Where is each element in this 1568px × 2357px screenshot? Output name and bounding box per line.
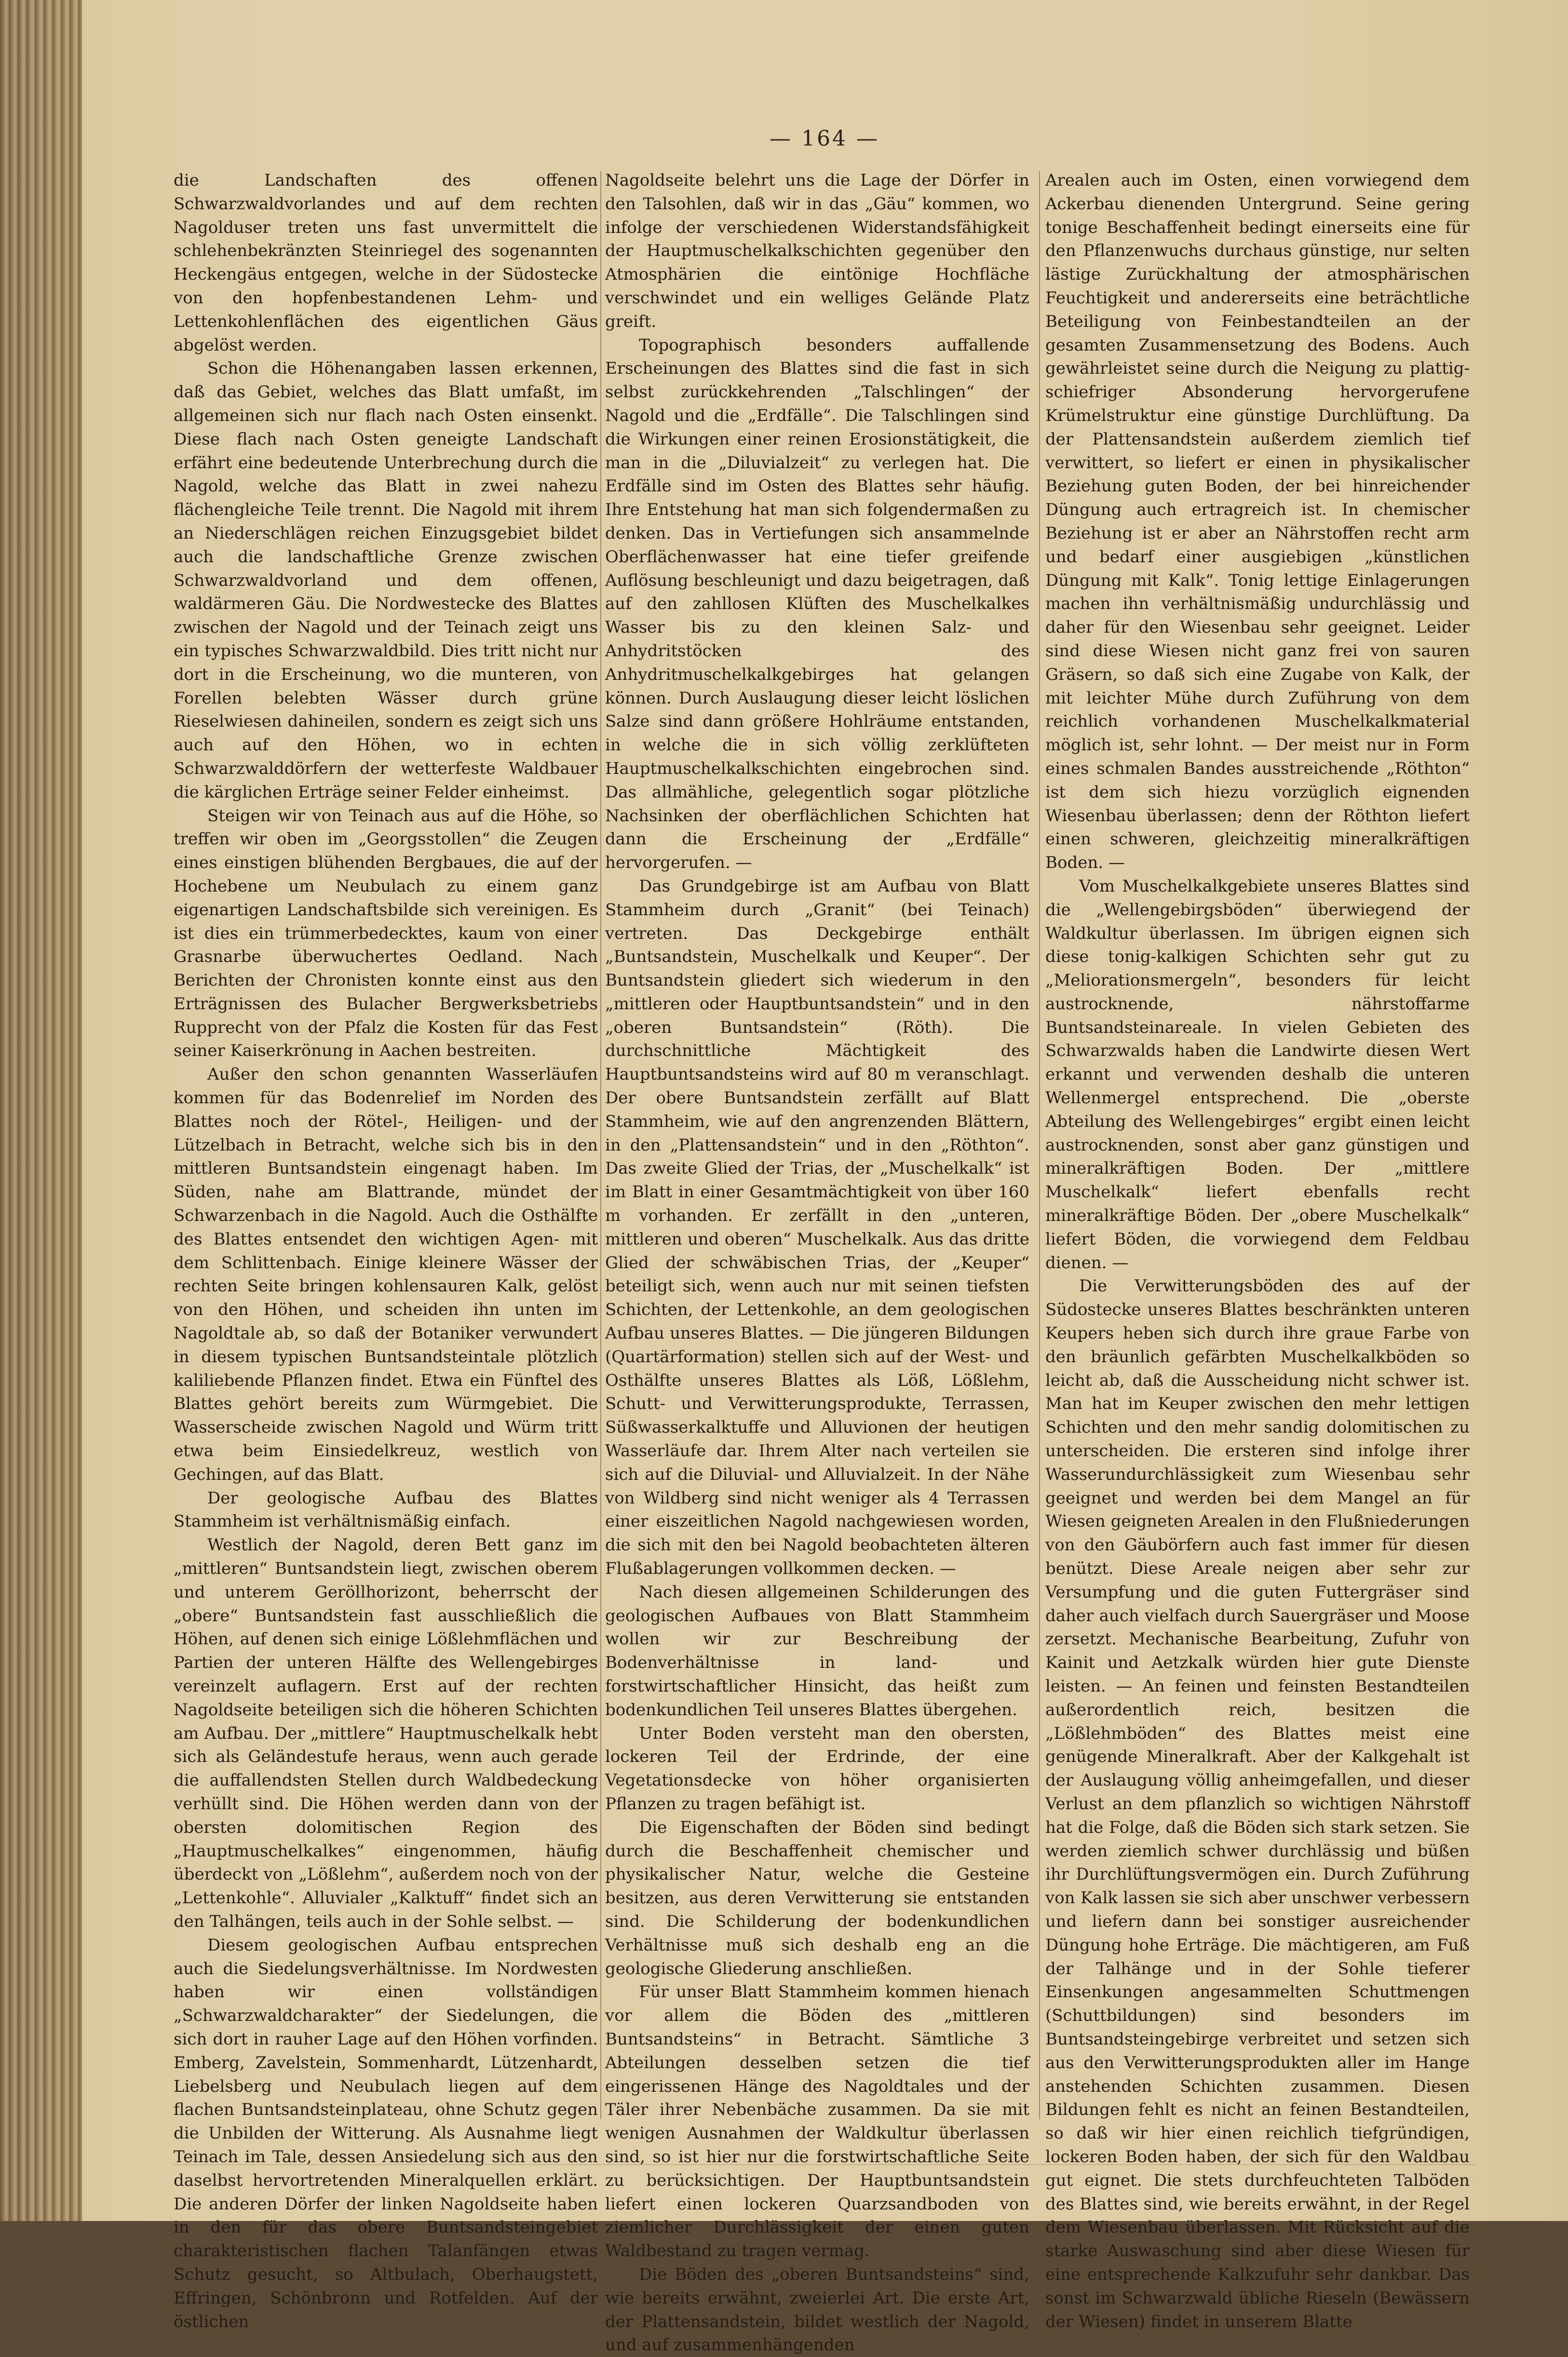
paragraph: Die Eigenschaften der Böden sind bedingt durch die Beschaffenheit chemischer und physikalischer Natur, welche die Gesteine besitzen, aus deren Verwitterung sie entstanden sind. Die Schilderung der bodenkundlichen Verhältnisse muß sich deshalb eng an die geologische Gliederung anschließen. bbox=[605, 1817, 1029, 1978]
text-column-right bbox=[1045, 169, 1470, 2331]
page-number: — 164 — bbox=[770, 126, 879, 151]
paragraph: Diesem geologischen Aufbau entsprechen auch die Siedelungsverhältnisse. Im Nordwesten haben wir einen vollständigen „Schwarzwaldcharakter“ der Siedelungen, die sich dort in rauher Lage auf den Höhen vorfinden. Emberg, Zavelstein, Sommenhardt, Lützenhardt, Liebelsberg und Neubulach liegen auf dem flachen Buntsandsteinplateau, ohne Schutz gegen die Unbilden der Witterung. Als Ausnahme liegt Teinach im Tale, dessen Ansiedelung sich aus den daselbst hervortretenden Mineralquellen erklärt. Die anderen Dörfer der linken Nagoldseite haben in den für das obere Buntsandsteingebiet charakteristischen flachen Talanfängen etwas Schutz gesucht, so Altbulach, Oberhaugstett, Effringen, Schönbronn und Rotfelden. Auf der östlichen bbox=[174, 1935, 598, 2331]
paragraph: Außer den schon genannten Wasserläufen kommen für das Bodenrelief im Norden des Blattes noch der Rötel-, Heiligen- und der Lützelbach in Betracht, welche sich bis in den mittleren Buntsandstein eingenagt haben. Im Süden, nahe am Blattrande, mündet der Schwarzenbach in die Nagold. Auch die Osthälfte des Blattes entsendet den wichtigen Agen- mit dem Schlittenbach. Einige kleinere Wässer der rechten Seite bringen kohlensauren Kalk, gelöst von den Höhen, und scheiden ihn unten im Nagoldtale ab, so daß der Botaniker verwundert in diesem typischen Buntsandsteintale plötzlich kaliliebende Pflanzen findet. Etwa ein Fünftel des Blattes gehört bereits zum Würmgebiet. Die Wasserscheide zwischen Nagold und Würm tritt etwa beim Einsiedelkreuz, westlich von Gechingen, auf das Blatt. bbox=[174, 1065, 598, 1484]
paragraph: Topographisch besonders auffallende Erscheinungen des Blattes sind die fast in sich selbst zurückkehrenden „Talschlingen“ der Nagold und die „Erdfälle“. Die Talschlingen sind die Wirkungen einer reinen Erosionstätigkeit, die man in die „Diluvialzeit“ zu verlegen hat. Die Erdfälle sind im Osten des Blattes sehr häufig. Ihre Entstehung hat man sich folgendermaßen zu denken. Das in Vertiefungen sich ansammelnde Oberflächenwasser hat eine tiefer greifende Auflösung beschleunigt und dazu beigetragen, daß auf den zahllosen Klüften des Muschelkalkes Wasser bis zu den kleinen Salz- und Anhydritstöcken des Anhydritmuschelkalkgebirges hat gelangen können. Durch Auslaugung dieser leicht löslichen Salze sind dann größere Hohlräume entstanden, in welche die in sich völlig zerklüfteten Hauptmuschelkalkschichten eingebrochen sind. Das allmähliche, gelegentlich sogar plötzliche Nachsinken der oberflächlichen Schichten hat dann die Erscheinung der „Erdfälle“ hervorgerufen. — bbox=[605, 335, 1029, 873]
text-column-middle bbox=[605, 169, 1029, 2355]
paragraph: Vom Muschelkalkgebiete unseres Blattes sind die „Wellengebirgsböden“ überwiegend der Waldkultur überlassen. Im übrigen eignen sich diese tonig-kalkigen Schichten sehr gut zu „Meliorationsmergeln“, besonders für leicht austrocknende, nährstoffarme Buntsandsteinareale. In vielen Gebieten des Schwarzwalds haben die Landwirte diesen Wert erkannt und verwenden deshalb die unteren Wellenmergel entsprechend. Die „oberste Abteilung des Wellengebirges“ ergibt einen leicht austrocknenden, sonst aber ganz günstigen und mineralkräftigen Boden. Der „mittlere Muschelkalk“ liefert ebenfalls recht mineralkräftige Böden. Der „obere Muschelkalk“ liefert Böden, die vorwiegend dem Feldbau dienen. — bbox=[1045, 876, 1470, 1273]
paragraph: Schon die Höhenangaben lassen erkennen, daß das Gebiet, welches das Blatt umfaßt, im allgemeinen sich nur flach nach Osten einsenkt. Diese flach nach Osten geneigte Landschaft erfährt eine bedeutende Unterbrechung durch die Nagold, welche das Blatt in zwei nahezu flächengleiche Teile trennt. Die Nagold mit ihrem an Niederschlägen reichen Einzugsgebiet bildet auch die landschaftliche Grenze zwischen Schwarzwaldvorland und dem offenen, waldärmeren Gäu. Die Nordwestecke des Blattes zwischen der Nagold und der Teinach zeigt uns ein typisches Schwarzwaldbild. Dies tritt nicht nur dort in die Erscheinung, wo die munteren, von Forellen belebten Wässer durch grüne Rieselwiesen dahineilen, sondern es zeigt sich uns auch auf den Höhen, wo in echten Schwarzwalddörfern der wetterfeste Waldbauer die kärglichen Erträge seiner Felder einheimst. bbox=[174, 359, 598, 802]
paragraph: Steigen wir von Teinach aus auf die Höhe, so treffen wir oben im „Georgsstollen“ die Zeugen eines einstigen blühenden Bergbaues, die auf der Hochebene um Neubulach zu einem ganz eigenartigen Landschaftsbilde sich vereinigen. Es ist dies ein trümmerbedecktes, kaum von einer Grasnarbe überwuchertes Oedland. Nach Berichten der Chronisten konnte einst aus den Erträgnissen des Bulacher Bergwerksbetriebs Rupprecht von der Pfalz die Kosten für das Fest seiner Kaiserkrönung in Aachen bestreiten. bbox=[174, 806, 598, 1061]
paragraph: Nagoldseite belehrt uns die Lage der Dörfer in den Talsohlen, daß wir in das „Gäu“ kommen, wo infolge der verschiedenen Widerstandsfähigkeit der Hauptmuschelkalkschichten gegenüber den Atmosphärien die eintönige Hochfläche verschwindet und ein welliges Gelände Platz greift. bbox=[605, 171, 1029, 331]
paragraph: Die Böden des „oberen Buntsandsteins“ sind, wie bereits erwähnt, zweierlei Art. Die erste Art, der Plattensandstein, bildet westlich der Nagold, und auf zusammenhängenden bbox=[605, 2264, 1029, 2355]
paragraph: Das Grundgebirge ist am Aufbau von Blatt Stammheim durch „Granit“ (bei Teinach) vertreten. Das Deckgebirge enthält „Buntsandstein, Muschelkalk und Keuper“. Der Buntsandstein gliedert sich wiederum in den „mittleren oder Hauptbuntsandstein“ und in den „oberen Buntsandstein“ (Röth). Die durchschnittliche Mächtigkeit des Hauptbuntsandsteins wird auf 80 m veranschlagt. Der obere Buntsandstein zerfällt auf Blatt Stammheim, wie auf den angrenzenden Blättern, in den „Plattensandstein“ und in den „Röthton“. Das zweite Glied der Trias, der „Muschelkalk“ ist im Blatt in einer Gesamtmächtigkeit von über 160 m vorhanden. Er zerfällt in den „unteren, mittleren und oberen“ Muschelkalk. Aus das dritte Glied der schwäbischen Trias, der „Keuper“ beteiligt sich, wenn auch nur mit seinen tiefsten Schichten, der Lettenkohle, an dem geologischen Aufbau unseres Blattes. — Die jüngeren Bildungen (Quartärformation) stellen sich auf der West- und Osthälfte unseres Blattes als Löß, Lößlehm, Schutt- und Verwitterungsprodukte, Terrassen, Süßwasserkalktuffe und Alluvionen der heutigen Wasserläufe dar. Ihrem Alter nach verteilen sie sich auf die Diluvial- und Alluvialzeit. In der Nähe von Wildberg sind nicht weniger als 4 Terrassen einer eiszeitlichen Nagold nachgewiesen worden, die sich mit den bei Nagold beobachteten älteren Flußablagerungen vollkommen decken. — bbox=[605, 876, 1029, 1579]
book-spine bbox=[0, 0, 82, 2221]
paragraph: Arealen auch im Osten, einen vorwiegend dem Ackerbau dienenden Untergrund. Seine gering tonige Beschaffenheit bedingt einerseits eine für den Pflanzenwuchs durchaus günstige, nur selten lästige Zurückhaltung der atmosphärischen Feuchtigkeit und andererseits eine beträchtliche Beteiligung von Feinbestandteilen an der gesamten Zusammensetzung des Bodens. Auch gewährleistet seine durch die Neigung zu plattig-schiefriger Absonderung hervorgerufene Krümelstruktur eine günstige Durchlüftung. Da der Plattensandstein außerdem ziemlich tief verwittert, so liefert er einen in physikalischer Beziehung guten Boden, der bei hinreichender Düngung auch ertragreich ist. In chemischer Beziehung ist er aber an Nährstoffen recht arm und bedarf einer ausgiebigen „künstlichen Düngung mit Kalk“. Tonig lettige Einlagerungen machen ihn verhältnismäßig undurchlässig und daher für den Wiesenbau sehr geeignet. Leider sind diese Wiesen nicht ganz frei von sauren Gräsern, so daß sich eine Zugabe von Kalk, der mit leichter Mühe durch Zuführung von dem reichlich vorhandenen Muschelkalkmaterial möglich ist, sehr lohnt. — Der meist nur in Form eines schmalen Bandes ausstreichende „Röthton“ ist dem sich hiezu vorzüglich eignenden Wiesenbau überlassen; denn der Röthton liefert einen schweren, gleichzeitig mineralkräftigen Boden. — bbox=[1045, 171, 1470, 873]
paragraph: Für unser Blatt Stammheim kommen hienach vor allem die Böden des „mittleren Buntsandsteins“ in Betracht. Sämtliche 3 Abteilungen desselben setzen die tief eingerissenen Hänge des Nagoldtales und der Täler ihrer Nebenbäche zusammen. Da sie mit wenigen Ausnahmen der Waldkultur überlassen sind, so ist hier nur die forstwirtschaftliche Seite zu berücksichtigen. Der Hauptbuntsandstein liefert einen lockeren Quarzsandboden von ziemlicher Durchlässigkeit der einen guten Waldbestand zu tragen vermag. bbox=[605, 1982, 1029, 2261]
paragraph: Nach diesen allgemeinen Schilderungen des geologischen Aufbaues von Blatt Stammheim wollen wir zur Beschreibung der Bodenverhältnisse in land- und forstwirtschaftlicher Hinsicht, das heißt zum bodenkundlichen Teil unseres Blattes übergehen. bbox=[605, 1582, 1029, 1720]
text-column-left bbox=[174, 169, 598, 2331]
paragraph: Westlich der Nagold, deren Bett ganz im „mittleren“ Buntsandstein liegt, zwischen oberem und unterem Geröllhorizont, beherrscht der „obere“ Buntsandstein fast ausschließlich die Höhen, auf denen sich einige Lößlehmflächen und Partien der unteren Hälfte des Wellengebirges vereinzelt auflagern. Erst auf der rechten Nagoldseite beteiligen sich die höheren Schichten am Aufbau. Der „mittlere“ Hauptmuschelkalk hebt sich als Geländestufe heraus, wenn auch gerade die auffallendsten Stellen durch Waldbedeckung verhüllt sind. Die Höhen werden dann von der obersten dolomitischen Region des „Hauptmuschelkalkes“ eingenommen, häufig überdeckt von „Lößlehm“, außerdem noch von der „Lettenkohle“. Alluvialer „Kalktuff“ findet sich an den Talhängen, teils auch in der Sohle selbst. — bbox=[174, 1535, 598, 1931]
paragraph: Die Verwitterungsböden des auf der Südostecke unseres Blattes beschränkten unteren Keupers heben sich durch ihre graue Farbe von den bräunlich gefärbten Muschelkalkböden so leicht ab, daß die Ausscheidung nicht schwer ist. Man hat im Keuper zwischen den mehr lettigen Schichten und den mehr sandig dolomitischen zu unterscheiden. Die ersteren sind infolge ihrer Wasserundurchlässigkeit zum Wiesenbau sehr geeignet und werden bei dem Mangel an für Wiesen geigneten Arealen in den Flußniederungen von den Gäubörfern auch fast immer für diesen benützt. Diese Areale neigen aber sehr zur Versumpfung und die guten Futtergräser sind daher auch vielfach durch Sauergräser und Moose zersetzt. Mechanische Bearbeitung, Zufuhr von Kainit und Aetzkalk würden hier gute Dienste leisten. — An feinen und feinsten Bestandteilen außerordentlich reich, besitzen die „Lößlehmböden“ des Blattes meist eine genügende Mineralkraft. Aber der Kalkgehalt ist der Auslaugung völlig anheimgefallen, und dieser Verlust an dem pflanzlich so wichtigen Nährstoff hat die Folge, daß die Böden sich stark setzen. Sie werden ziemlich schwer durchlässig und büßen ihr Durchlüftungsvermögen ein. Durch Zuführung von Kalk lassen sie sich aber unschwer verbessern und liefern dann bei sonstiger ausreichender Düngung hohe Erträge. Die mächtigeren, am Fuß der Talhänge und in der Sohle tieferer Einsenkungen angesammelten Schuttmengen (Schuttbildungen) sind besonders im Buntsandsteingebirge verbreitet und setzen sich aus den Verwitterungsprodukten aller im Hange anstehenden Schichten zusammen. Diesen Bildungen fehlt es nicht an feinen Bestandteilen, so daß wir hier einen reichlich tiefgründigen, lockeren Boden haben, der sich für den Waldbau gut eignet. Die stets durchfeuchteten Talböden des Blattes sind, wie bereits erwähnt, in der Regel dem Wiesenbau überlassen. Mit Rücksicht auf die starke Auswaschung sind aber diese Wiesen für eine entsprechende Kalkzufuhr sehr dankbar. Das sonst im Schwarzwald übliche Rieseln (Bewässern der Wiesen) findet in unserem Blatte bbox=[1045, 1276, 1470, 2331]
paragraph: Der geologische Aufbau des Blattes Stammheim ist verhältnismäßig einfach. bbox=[174, 1488, 598, 1531]
column-rule-2 bbox=[1039, 171, 1040, 2119]
page-bottom-edge bbox=[174, 2164, 1475, 2165]
paragraph: Unter Boden versteht man den obersten, lockeren Teil der Erdrinde, der eine Vegetationsdecke von höher organisierten Pflanzen zu tragen befähigt ist. bbox=[605, 1723, 1029, 1814]
paragraph: die Landschaften des offenen Schwarzwaldvorlandes und auf dem rechten Nagolduser treten uns fast unvermittelt die schlehenbekränzten Steinriegel des sogenannten Heckengäus entgegen, welche in der Südostecke von den hopfenbestandenen Lehm- und Lettenkohlenflächen des eigentlichen Gäus abgelöst werden. bbox=[174, 171, 598, 355]
column-rule-1 bbox=[600, 171, 601, 2119]
